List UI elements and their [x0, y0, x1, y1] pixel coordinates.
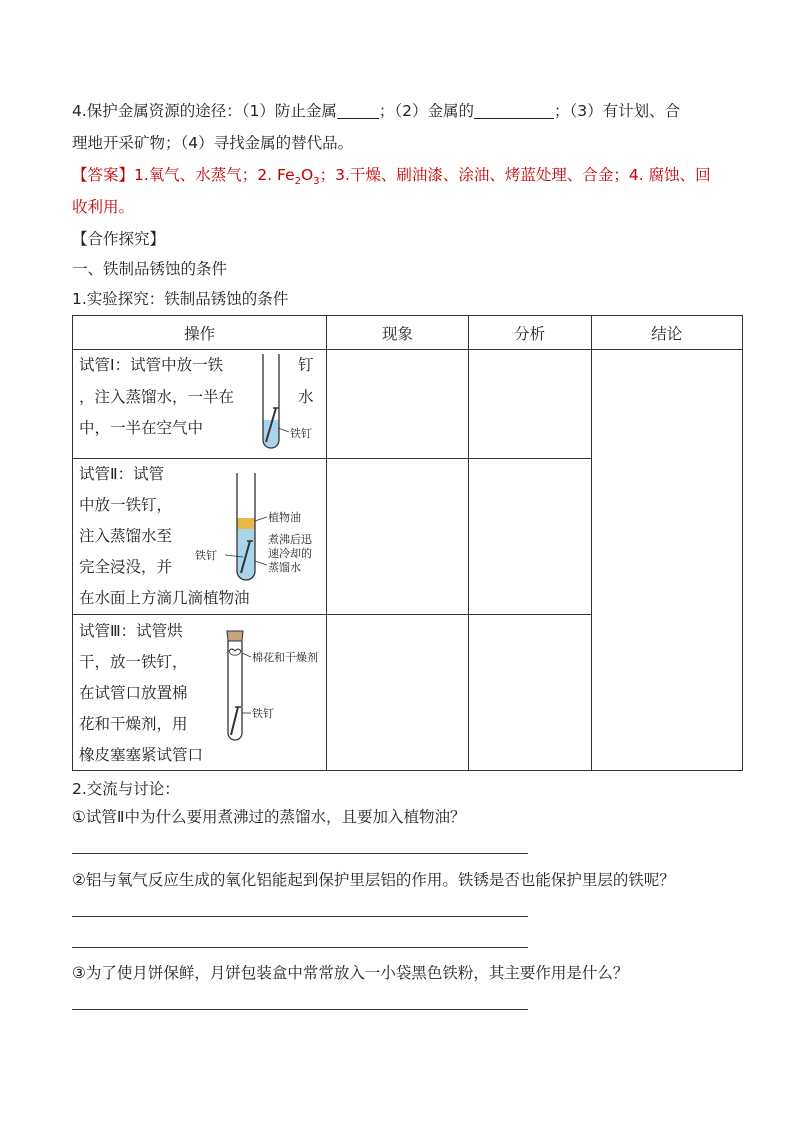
- row3-operation-cell: [73, 615, 327, 771]
- fig-label-water: 速冷却的: [268, 547, 312, 560]
- iron-nail-icon: [231, 707, 238, 735]
- section-title: 【合作探究】: [72, 230, 166, 248]
- question-1: ①试管Ⅱ中为什么要用煮沸过的蒸馏水，且要加入植物油？: [72, 808, 466, 826]
- table-header-row: [73, 316, 743, 350]
- row1-side-text: 钉: [298, 356, 314, 374]
- row3-line: 橡皮塞塞紧试管口: [79, 746, 204, 764]
- item4-text-a: 4.保护金属资源的途径：（1）防止金属: [72, 102, 337, 120]
- label-pointer: [255, 561, 267, 565]
- row1-operation-cell: [73, 350, 327, 459]
- fig-label-oil: 植物油: [268, 511, 301, 524]
- row2-line: 中放一铁钉，: [79, 496, 173, 514]
- item4-line2: 理地开采矿物；（4）寻找金属的替代品。: [72, 134, 354, 152]
- row2-line: 试管Ⅱ：试管: [79, 465, 165, 483]
- blank-2[interactable]: [474, 102, 554, 119]
- test-tube-outline: [228, 641, 242, 740]
- answer-text-b: ；3.干燥、刷油漆、涂油、烤蓝处理、合金；4. 腐蚀、回: [319, 166, 711, 184]
- fig-label-cotton: 棉花和干燥剂: [252, 651, 318, 664]
- row3-line: 试管Ⅲ：试管烘: [79, 622, 183, 640]
- row2-analysis-cell[interactable]: [468, 459, 591, 615]
- oil-layer: [237, 518, 255, 529]
- answer-blank-line[interactable]: [72, 1009, 528, 1010]
- label-pointer: [242, 653, 251, 657]
- experiment-table: [72, 315, 743, 771]
- row1-phenomenon-cell[interactable]: [327, 350, 469, 459]
- answer-sub-2: 2: [294, 176, 301, 188]
- row2-phenomenon-cell[interactable]: [327, 459, 469, 615]
- row2-line: 完全浸没，并: [79, 558, 173, 576]
- answer-label: 【答案】: [72, 166, 135, 184]
- row1-line: 试管Ⅰ：试管中放一铁: [79, 356, 224, 374]
- conclusion-cell[interactable]: [591, 350, 742, 771]
- discussion-title: 2.交流与讨论：: [72, 780, 180, 798]
- rubber-stopper: [227, 631, 243, 641]
- item4-line1: [72, 101, 680, 121]
- table-row: [73, 350, 743, 459]
- fig-label-water: 蒸馏水: [268, 561, 301, 574]
- row1-line: ，注入蒸馏水，一半在: [79, 388, 235, 406]
- fig-label-water: 煮沸后迅: [268, 533, 312, 546]
- cotton-icon: [229, 649, 241, 655]
- row3-analysis-cell[interactable]: [468, 615, 591, 771]
- label-pointer: [255, 517, 267, 521]
- header-operation: 操作: [73, 316, 327, 350]
- row3-line: 干，放一铁钉，: [79, 653, 188, 671]
- row1-analysis-cell[interactable]: [468, 350, 591, 459]
- test-tube-3-figure: [211, 627, 327, 762]
- row2-line: 注入蒸馏水至: [79, 527, 173, 545]
- item4-text-c: ；（3）有计划、合: [554, 102, 681, 120]
- row1-side-text: 水: [298, 388, 314, 406]
- answer-o: O: [301, 166, 314, 184]
- answer-blank-line[interactable]: [72, 947, 528, 948]
- answer-text-a: 1.氧气、水蒸气；2. Fe: [134, 166, 295, 184]
- question-2: ②铝与氧气反应生成的氧化铝能起到保护里层铝的作用。铁锈是否也能保护里层的铁呢？: [72, 871, 675, 889]
- row3-line: 在试管口放置棉: [79, 684, 188, 702]
- row1-line: 中，一半在空气中: [79, 419, 204, 437]
- fig-label-nail: 铁钉: [195, 549, 217, 562]
- answer-blank-line[interactable]: [72, 853, 528, 854]
- answer-line1: [72, 165, 711, 192]
- answer-line2: 收利用。: [72, 198, 135, 216]
- item4-text-b: ；（2）金属的: [378, 102, 475, 120]
- question-3: ③为了使月饼保鲜，月饼包装盒中常常放入一小袋黑色铁粉，其主要作用是什么？: [72, 964, 629, 982]
- fig-label-nail: 铁钉: [290, 427, 312, 440]
- row2-operation-cell: [73, 459, 327, 615]
- answer-blank-line[interactable]: [72, 916, 528, 917]
- header-phenomenon: 现象: [327, 316, 469, 350]
- experiment-title: 1.实验探究：铁制品锈蚀的条件: [72, 290, 289, 308]
- blank-1[interactable]: [337, 102, 379, 119]
- test-tube-1-figure: [253, 352, 323, 452]
- answer-sub-3: 3: [313, 176, 320, 188]
- subsection-title: 一、铁制品锈蚀的条件: [72, 260, 228, 278]
- header-conclusion: 结论: [591, 316, 742, 350]
- header-analysis: 分析: [468, 316, 591, 350]
- row3-line: 花和干燥剂，用: [79, 715, 188, 733]
- row2-line: 在水面上方滴几滴植物油: [79, 589, 250, 607]
- fig-label-nail: 铁钉: [252, 707, 274, 720]
- test-tube-2-figure: [195, 471, 325, 591]
- row3-phenomenon-cell[interactable]: [327, 615, 469, 771]
